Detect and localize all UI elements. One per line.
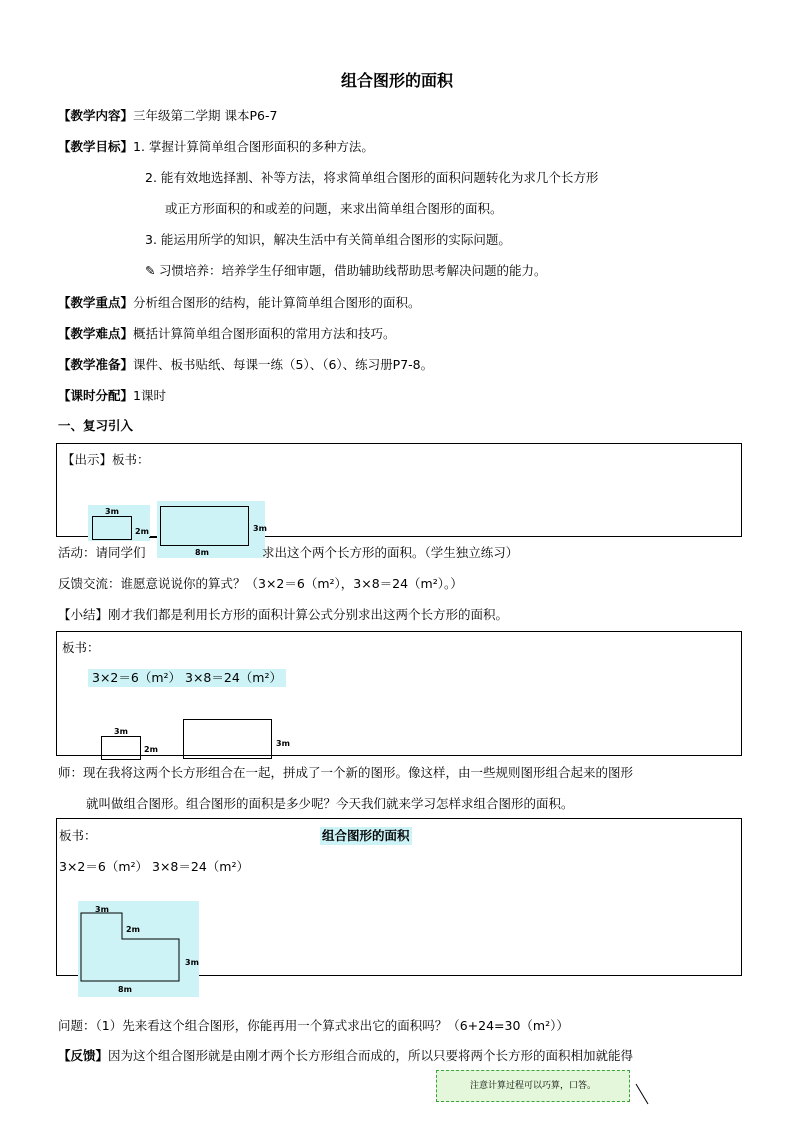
teaching-prep-line — [58, 357, 433, 373]
board-box-2-formula: 3×2＝6（m²） 3×8＝24（m²） — [88, 669, 286, 687]
response-text: 因为这个组合图形就是由刚才两个长方形组合而成的，所以只要将两个长方形的面积相加就能得 — [108, 1048, 634, 1063]
habit-line — [145, 263, 547, 279]
note-pointer — [634, 1082, 654, 1106]
rect-small-2-top-label: 3m — [114, 727, 128, 736]
teaching-goals-label: 【教学目标】 — [58, 139, 134, 154]
board-box-1-label: 【出示】板书： — [62, 452, 150, 467]
margin-note: 注意计算过程可以巧算，口答。 — [436, 1070, 630, 1102]
board-box-3-formula: 3×2＝6（m²） 3×8＝24（m²） — [59, 859, 249, 874]
activity-after: 求出这个两个长方形的面积。（学生独立练习） — [262, 545, 519, 560]
board-box-2 — [56, 631, 742, 756]
goal-2b: 或正方形面积的和或差的问题，来求出简单组合图形的面积。 — [165, 201, 503, 216]
feedback-line: 反馈交流：谁愿意说说你的算式？（3×2＝6（m²），3×8＝24（m²）。） — [58, 576, 463, 591]
composite-bottom-label: 8m — [118, 985, 132, 994]
rect-small-top-label: 3m — [105, 507, 119, 516]
rect-small-2-side-label: 2m — [144, 745, 158, 754]
rect-large-bottom-label: 8m — [195, 548, 209, 557]
response-label: 【反馈】 — [58, 1048, 109, 1063]
teaching-key-line — [58, 295, 421, 311]
habit-text: 习惯培养：培养学生仔细审题，借助辅助线帮助思考解决问题的能力。 — [159, 263, 547, 278]
teaching-prep-text: 课件、板书贴纸、每课一练（5）、（6）、练习册P7-8。 — [133, 357, 434, 372]
composite-top-label: 3m — [95, 905, 109, 914]
lesson-time-text: 1课时 — [133, 388, 166, 403]
goal-3: 3. 能运用所学的知识，解决生活中有关简单组合图形的实际问题。 — [145, 232, 511, 247]
teaching-difficulty-label: 【教学难点】 — [58, 326, 134, 341]
composite-step-label: 2m — [126, 925, 140, 934]
pencil-icon: ✎ — [145, 263, 156, 278]
composite-shape — [78, 901, 199, 997]
lesson-time-line — [58, 388, 166, 404]
question-line: 问题：（1）先来看这个组合图形，你能再用一个算式求出它的面积吗？（6+24=30（m²）） — [58, 1018, 569, 1033]
teaching-content-line — [58, 108, 277, 124]
teaching-difficulty-text: 概括计算简单组合图形面积的常用方法和技巧。 — [133, 326, 396, 341]
teaching-key-text: 分析组合图形的结构，能计算简单组合图形的面积。 — [133, 295, 421, 310]
rect-small-side-label: 2m — [135, 527, 149, 536]
teaching-content-label: 【教学内容】 — [58, 108, 134, 123]
lesson-time-label: 【课时分配】 — [58, 388, 134, 403]
rect-large — [160, 506, 249, 546]
summary-line: 【小结】刚才我们都是利用长方形的面积计算公式分别求出这两个长方形的面积。 — [58, 607, 509, 622]
teaching-prep-label: 【教学准备】 — [58, 357, 134, 372]
teaching-difficulty-line — [58, 326, 396, 342]
goal-2a: 2. 能有效地选择割、补等方法，将求简单组合图形的面积问题转化为求几个长方形 — [145, 170, 599, 185]
teaching-content-text: 三年级第二学期 课本P6-7 — [133, 108, 278, 123]
activity-before: 活动：请同学们 — [58, 545, 146, 560]
rect-large-2 — [183, 719, 272, 759]
teacher-line-1: 师：现在我将这两个长方形组合在一起，拼成了一个新的图形。像这样，由一些规则图形组合起来的图形 — [58, 765, 634, 780]
board-box-2-label: 板书： — [62, 640, 100, 655]
teaching-key-label: 【教学重点】 — [58, 295, 134, 310]
teacher-line-2: 就叫做组合图形。组合图形的面积是多少呢？今天我们就来学习怎样求组合图形的面积。 — [86, 796, 574, 811]
board-box-3-label: 板书： — [59, 828, 97, 843]
composite-right-label: 3m — [185, 958, 199, 967]
response-line — [58, 1048, 633, 1064]
rect-small-2 — [101, 736, 141, 760]
goal-1: 1. 掌握计算简单组合图形面积的多种方法。 — [133, 139, 374, 154]
teaching-goals-line — [58, 139, 374, 155]
rect-small — [92, 516, 132, 540]
section-review-heading: 一、复习引入 — [58, 418, 134, 433]
rect-large-2-side-label: 3m — [276, 739, 290, 748]
rect-large-side-label: 3m — [253, 524, 267, 533]
board-box-3-heading: 组合图形的面积 — [322, 828, 410, 843]
page-title: 组合图形的面积 — [340, 71, 453, 90]
